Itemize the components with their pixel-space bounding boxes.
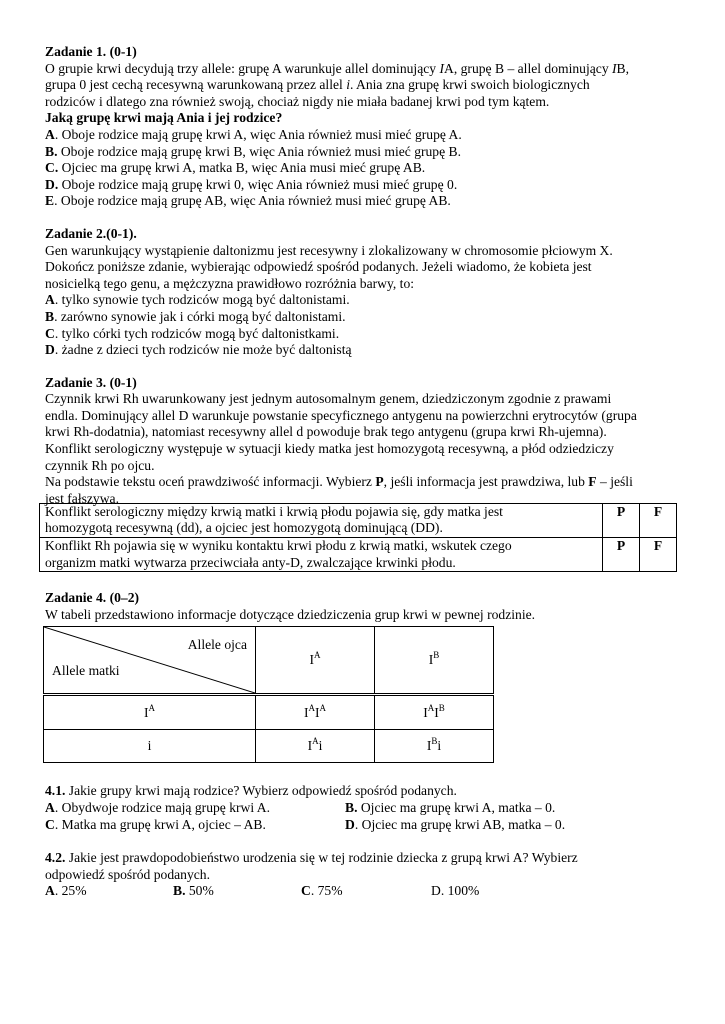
true-option-1[interactable]: P [603,503,640,537]
task-1-intro-line-3: rodziców i dlatego zna również swoją, chociaż nigdy nie miała badanej krwi pod tym kątem. [45,93,550,109]
task-1-option-a[interactable]: A. Oboje rodzice mają grupę krwi A, więc Ania również musi mieć grupę A. [45,126,462,142]
q41-option-d[interactable]: D. Ojciec ma grupę krwi AB, matka – 0. [345,816,566,832]
inheritance-table [43,626,494,763]
mother-allele-2: i [44,730,256,763]
father-allele-1: $I^A$ [256,627,375,695]
genotype-cell: $I^Ai$ [256,730,375,763]
task-2-intro-line-2: Dokończ poniższe zdanie, wybierając odpowiedź spośród podanych. Jeżeli wiadomo, że kobieta jest [45,259,592,275]
task-2-option-a[interactable]: A. tylko synowie tych rodziców mogą być daltonistami. [45,292,350,308]
table-row [40,538,677,572]
task-1-intro-line-2: grupa 0 jest cechą recesywną warunkowaną przez allel i. Ania zna grupę krwi swoich biologicznych [45,77,590,93]
task-3-instruction-line-2: jest fałszywa. [45,490,119,506]
q41-option-a[interactable]: A. Obydwoje rodzice mają grupę krwi A. [45,800,270,815]
true-option-2[interactable]: P [603,538,640,572]
father-alleles-label: Allele ojca [187,637,247,653]
task-2-title: Zadanie 2.(0-1). [45,225,137,241]
q42-option-d[interactable]: D. 100% [431,883,480,899]
task-4-intro: W tabeli przedstawiono informacje dotyczące dziedziczenia grup krwi w pewnej rodzinie. [45,606,536,622]
task-3-intro-line-4: Konflikt serologiczny występuje w sytuacji kiedy matka jest homozygotą recesywną, a płód odziedziczy [45,441,614,457]
task-2-option-d[interactable]: D. żadne z dzieci tych rodziców nie może być daltonistą [45,342,352,358]
task-1-title: Zadanie 1. (0-1) [45,44,137,59]
task-1-intro-line-1: O grupie krwi decydują trzy allele: grupę A warunkuje allel dominujący IA, grupę B – allel dominujący IB, [45,60,630,76]
q42-option-c[interactable]: C. 75% [301,883,343,899]
q41-option-c[interactable]: C. Matka ma grupę krwi A, ojciec – AB. [45,816,266,832]
task-3-intro-line-3: krwi Rh-dodatnia), natomiast recesywny allel d powoduje brak tego antygenu (grupa krwi Rh-ujemna). [45,424,607,440]
question-4-1: 4.1. Jakie grupy krwi mają rodzice? Wybierz odpowiedź spośród podanych. [45,783,457,799]
table-corner-cell [44,627,256,695]
genotype-cell: $I^Bi$ [375,730,494,763]
table-row [44,695,494,730]
task-4 [45,590,685,900]
question-4-1-options-row-1 [45,800,685,817]
task-1-question: Jaką grupę krwi mają Ania i jej rodzice? [45,110,283,126]
task-1-option-d[interactable]: D. Oboje rodzice mają grupę krwi 0, więc Ania również musi mieć grupę 0. [45,176,458,192]
q42-option-a[interactable]: A. 25% [45,883,87,899]
task-3 [45,375,685,573]
true-false-table [39,503,677,572]
question-4-1-options-row-2 [45,817,685,834]
task-1-option-c[interactable]: C. Ojciec ma grupę krwi A, matka B, więc Ania musi mieć grupę AB. [45,160,426,176]
task-2-option-b[interactable]: B. zarówno synowie jak i córki mogą być daltonistami. [45,308,346,324]
q41-option-b[interactable]: B. Ojciec ma grupę krwi A, matka – 0. [345,800,556,815]
mother-alleles-label: Allele matki [52,663,120,679]
statement-1: Konflikt serologiczny między krwią matki i krwią płodu pojawia się, gdy matka jest homozygotą recesywną (dd), a ojciec jest homozygotą dominującą (DD). [40,503,603,537]
task-3-intro-line-1: Czynnik krwi Rh uwarunkowany jest jednym autosomalnym genem, dziedziczonym zgodnie z prawami [45,391,612,407]
table-row [44,730,494,763]
question-4-2-options [45,883,685,900]
task-2 [45,226,685,359]
task-1-option-e[interactable]: E. Oboje rodzice mają grupę AB, więc Ania również musi mieć grupę AB. [45,193,451,209]
mother-allele-1: $I^A$ [44,695,256,730]
question-4-2: 4.2. Jakie jest prawdopodobieństwo urodzenia się w tej rodzinie dziecka z grupą krwi A? Wybierz [45,850,578,866]
task-2-option-c[interactable]: C. tylko córki tych rodziców mogą być daltonistkami. [45,325,340,341]
task-1-option-b[interactable]: B. Oboje rodzice mają grupę krwi B, więc Ania również musi mieć grupę B. [45,143,462,159]
false-option-1[interactable]: F [640,503,677,537]
document-page [45,44,685,900]
task-3-intro-line-2: endla. Dominujący allel D warunkuje powstanie specyficznego antygenu na powierzchni erytrocytów (grupa [45,407,637,423]
table-header-row [44,627,494,695]
task-2-intro-line-1: Gen warunkujący wystąpienie daltonizmu jest recesywny i zlokalizowany w chromosomie płciowym X. [45,242,613,258]
false-option-2[interactable]: F [640,538,677,572]
father-allele-2: $I^B$ [375,627,494,695]
task-4-title: Zadanie 4. (0–2) [45,590,140,606]
task-3-intro-line-5: czynnik Rh po ojcu. [45,457,155,473]
table-row [40,503,677,537]
task-1 [45,44,685,210]
genotype-cell: $I^AI^A$ [256,695,375,730]
q42-option-b[interactable]: B. 50% [173,883,214,899]
statement-2: Konflikt Rh pojawia się w wyniku kontaktu krwi płodu z krwią matki, wskutek czego organizm matki wytwarza przeciwciała anty-D, zwalczające krwinki płodu. [40,538,603,572]
task-3-instruction: Na podstawie tekstu oceń prawdziwość informacji. Wybierz P, jeśli informacja jest prawdziwa, lub F – jeśli [45,474,633,490]
task-2-intro-line-3: nosicielką tego genu, a mężczyzna prawidłowo rozróżnia barwy, to: [45,275,415,291]
question-4-2-line-2: odpowiedź spośród podanych. [45,866,210,882]
genotype-cell: $I^AI^B$ [375,695,494,730]
task-3-title: Zadanie 3. (0-1) [45,374,137,390]
